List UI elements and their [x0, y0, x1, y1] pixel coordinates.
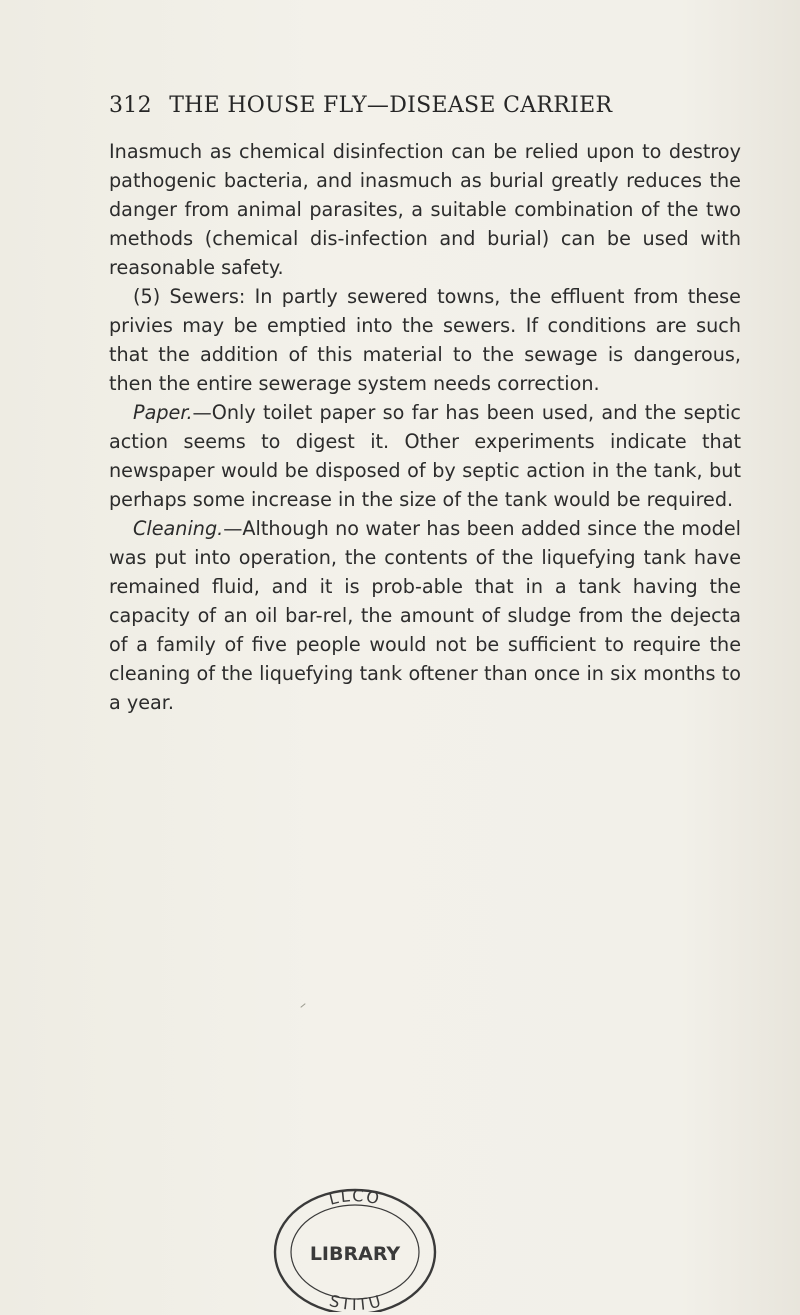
paragraph-text: —Only toilet paper so far has been used, and the septic action seems to digest it. Other experiments indicate that newspaper would be disposed of by septic action in the tank, but perhaps some increase in the size of the tank would be required.	[109, 401, 741, 511]
page-number: 312	[109, 93, 152, 118]
run-in-heading: Paper.	[133, 401, 193, 424]
stamp-center-text: LIBRARY	[309, 1243, 401, 1265]
body-text	[109, 137, 741, 717]
paragraph-text: —Although no water has been added since the model was put into operation, the contents of the liquefying tank have remained fluid, and it is prob-able that in a tank having the capacity of an oil bar-rel, the amount of sludge from the dejecta of a family of five people would not be sufficient to require the cleaning of the liquefying tank oftener than once in six months to a year.	[109, 517, 741, 714]
stamp-top-text: LLCO	[326, 1185, 383, 1209]
paragraph-paper	[109, 398, 741, 514]
library-stamp	[268, 1180, 443, 1312]
running-title: THE HOUSE FLY—DISEASE CARRIER	[169, 93, 613, 118]
paper-speck	[300, 1003, 305, 1008]
stamp-bottom-text: STITU	[327, 1290, 385, 1312]
paragraph-text: Inasmuch as chemical disinfection can be relied upon to destroy pathogenic bacteria, and inasmuch as burial greatly reduces the danger from animal parasites, a suitable combination of the two methods (chemical dis-infection and burial) can be used with reasonable safety.	[109, 140, 741, 279]
paragraph-text: (5) Sewers: In partly sewered towns, the effluent from these privies may be emptied into the sewers. If conditions are such that the addition of this material to the sewage is dangerous, then the entire sewerage system needs correction.	[109, 285, 741, 395]
running-head	[109, 93, 612, 118]
paragraph-sewers	[109, 282, 741, 398]
run-in-heading: Cleaning.	[133, 517, 224, 540]
paragraph-disinfection	[109, 137, 741, 282]
paragraph-cleaning	[109, 514, 741, 717]
